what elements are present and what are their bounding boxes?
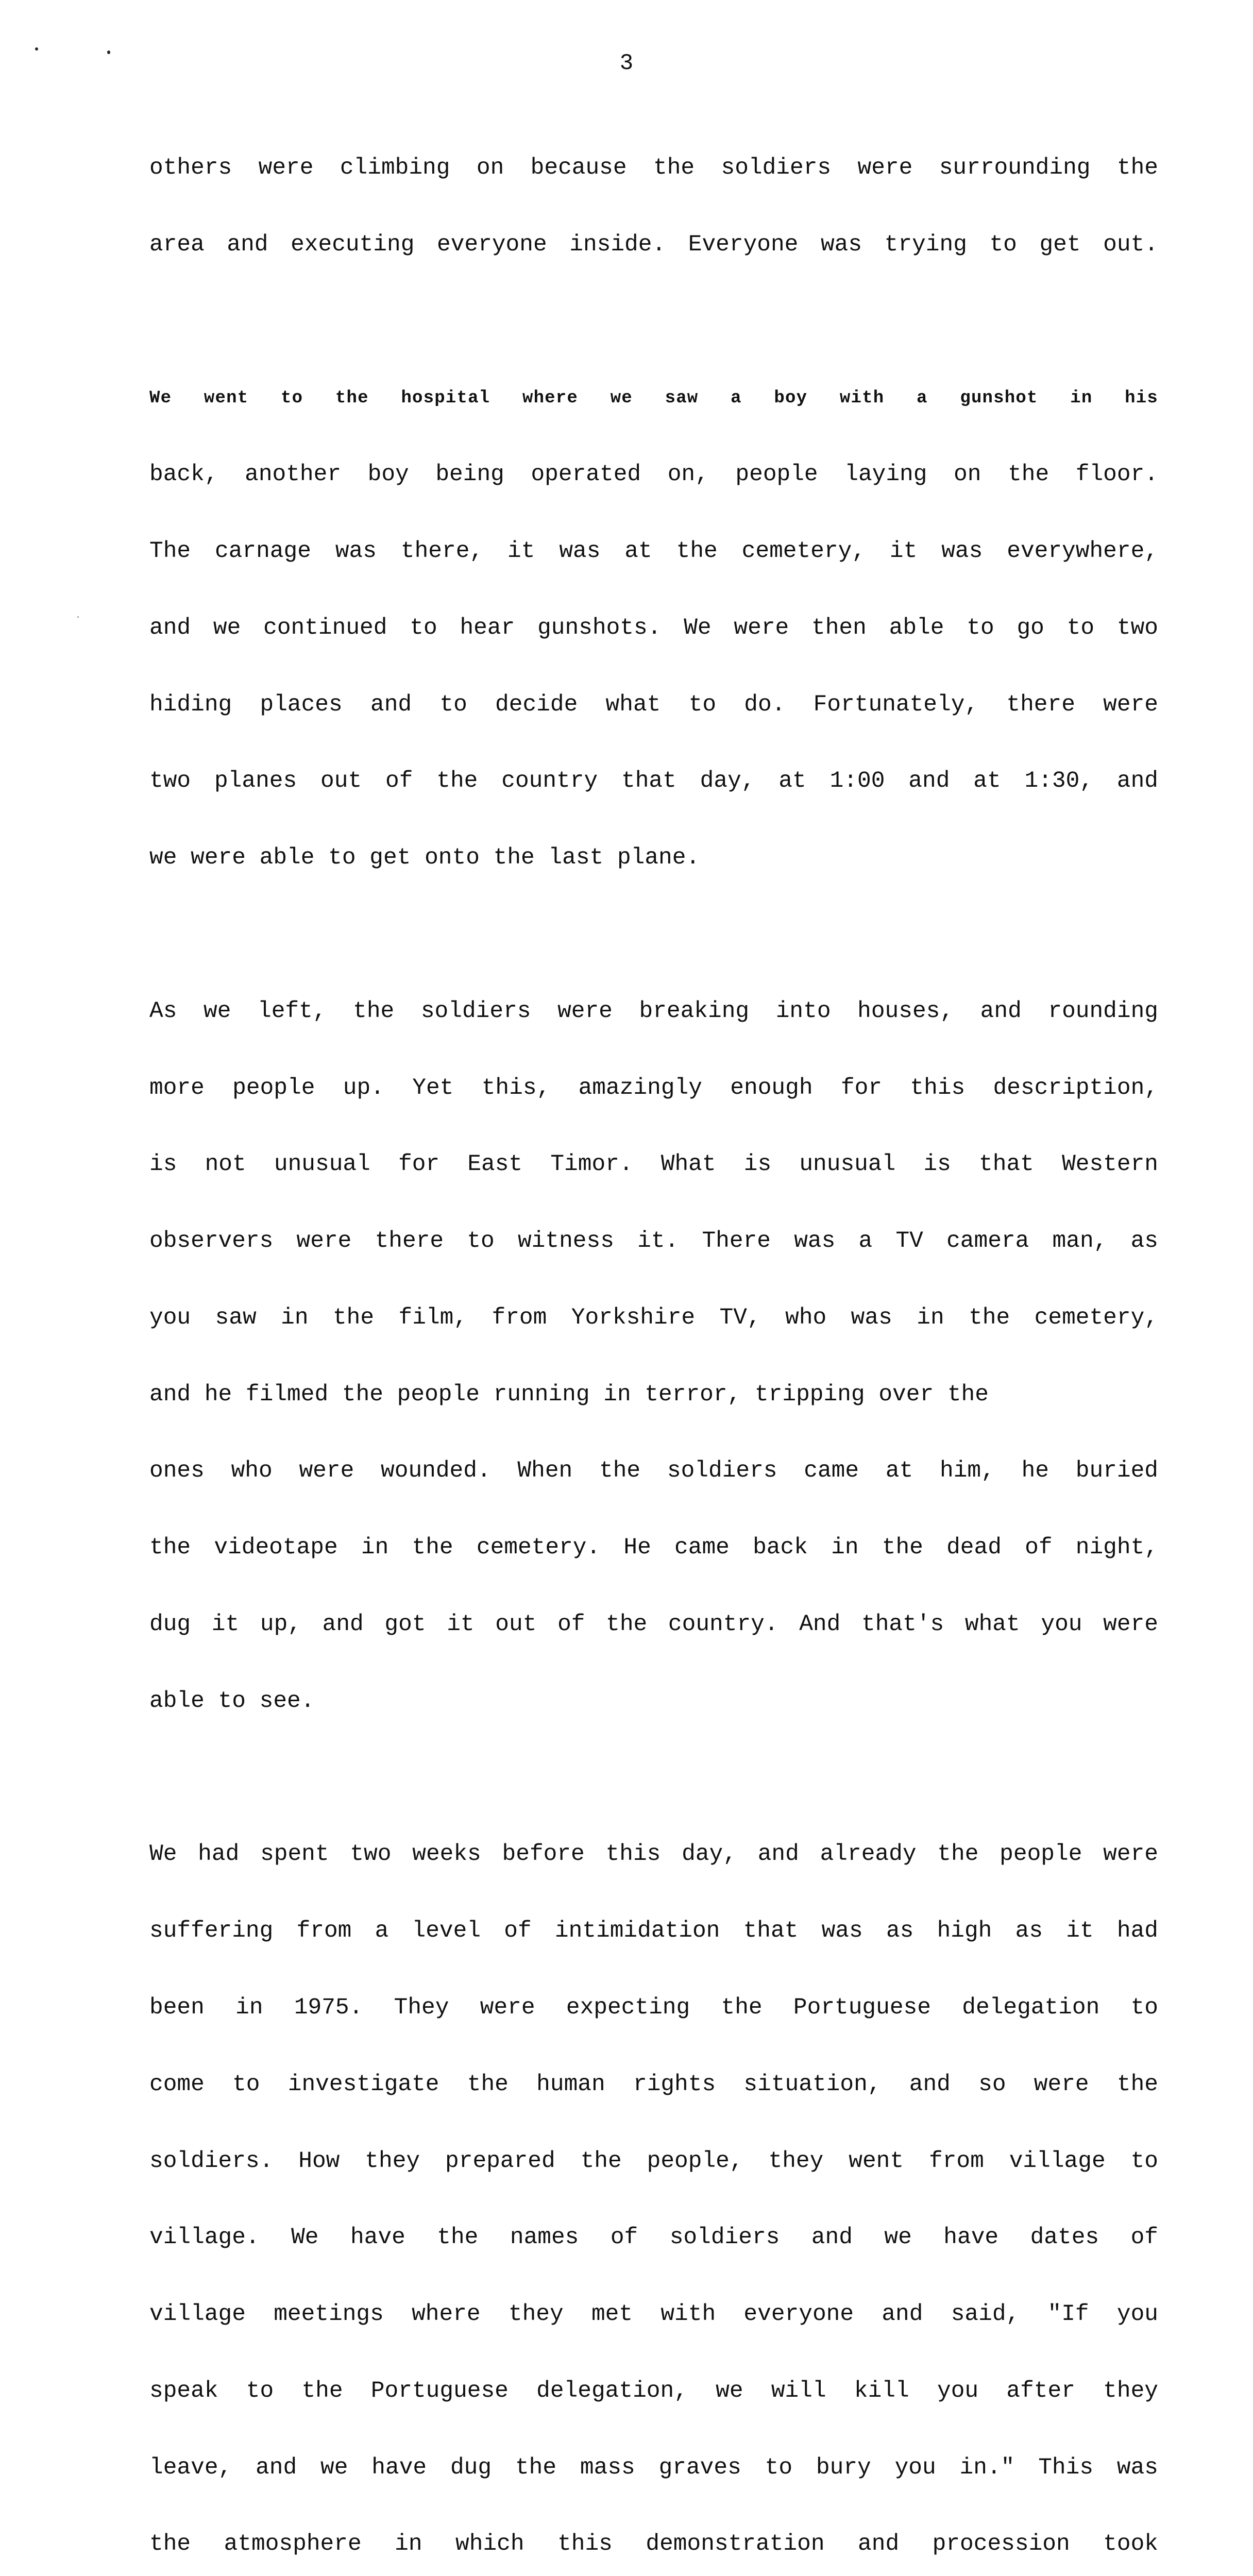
text-line: been in 1975. They were expecting the Portuguese delegation to: [149, 1994, 1158, 2021]
text-line: As we left, the soldiers were breaking into houses, and rounding: [149, 998, 1158, 1024]
paragraph: [149, 948, 1158, 1766]
text-line: village. We have the names of soldiers and we have dates of: [149, 2225, 1158, 2251]
text-line: leave, and we have dug the mass graves to bury you in." This was: [149, 2454, 1158, 2481]
text-line: observers were there to witness it. There was a TV camera man, as: [149, 1228, 1158, 1255]
text-line: we were able to get onto the last plane.: [149, 845, 700, 871]
text-line: dug it up, and got it out of the country. And that's what you were: [149, 1612, 1158, 1638]
text-line: We had spent two weeks before this day, and already the people were: [149, 1841, 1158, 1868]
text-line: soldiers. How they prepared the people, they went from village to: [149, 2148, 1158, 2174]
text-line: able to see.: [149, 1688, 315, 1714]
scan-speck: [77, 616, 79, 618]
text-line: more people up. Yet this, amazingly enough for this description,: [149, 1075, 1158, 1101]
page-number: 3: [619, 50, 634, 76]
text-line: and we continued to hear gunshots. We were then able to go to two: [149, 615, 1158, 641]
text-line: the atmosphere in which this demonstration and procession took: [149, 2531, 1158, 2557]
text-line: two planes out of the country that day, at 1:00 and at 1:30, and: [149, 768, 1158, 794]
paragraph: [149, 105, 1158, 309]
text-line: speak to the Portuguese delegation, we will kill you after they: [149, 2378, 1158, 2404]
text-line: ones who were wounded. When the soldiers came at him, he buried: [149, 1458, 1158, 1484]
text-line: come to investigate the human rights situation, and so were the: [149, 2071, 1158, 2097]
text-line: the videotape in the cemetery. He came back in the dead of night,: [149, 1535, 1158, 1561]
text-line: We went to the hospital where we saw a boy with a gunshot in his: [149, 388, 1158, 408]
text-line: back, another boy being operated on, people laying on the floor.: [149, 462, 1158, 488]
text-line: area and executing everyone inside. Everyone was trying to get out.: [149, 231, 1158, 258]
paragraph: [149, 1791, 1158, 2576]
text-line: you saw in the film, from Yorkshire TV, who was in the cemetery,: [149, 1304, 1158, 1331]
text-line: others were climbing on because the soldiers were surrounding the: [149, 155, 1158, 181]
text-line: hiding places and to decide what to do. Fortunately, there were: [149, 691, 1158, 718]
text-line: suffering from a level of intimidation that was as high as it had: [149, 1918, 1158, 1944]
text-line: and he filmed the people running in terror, tripping over the: [149, 1381, 989, 1408]
body-text: [149, 105, 1158, 2576]
text-line: is not unusual for East Timor. What is unusual is that Western: [149, 1151, 1158, 1178]
paragraph: [149, 334, 1158, 922]
text-line: The carnage was there, it was at the cemetery, it was everywhere,: [149, 538, 1158, 565]
text-line: village meetings where they met with everyone and said, "If you: [149, 2301, 1158, 2328]
